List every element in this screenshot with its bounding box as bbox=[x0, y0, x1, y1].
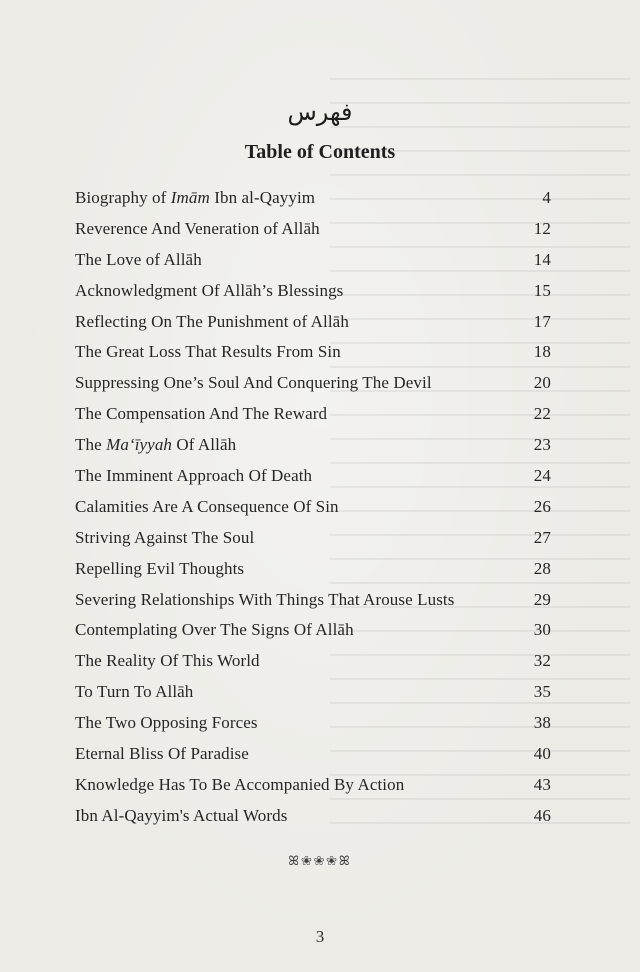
toc-entry-title bbox=[75, 557, 244, 581]
toc-entry bbox=[75, 773, 551, 804]
toc-entry-page-number: 46 bbox=[533, 805, 551, 825]
toc-entry-title-text: The Compensation And The Reward bbox=[75, 404, 328, 424]
toc-entry-page-number: 27 bbox=[533, 527, 551, 547]
toc-entry-title bbox=[75, 279, 343, 303]
toc-entry bbox=[75, 680, 551, 711]
toc-entry-title bbox=[75, 186, 315, 210]
calligraphy-ornament-icon bbox=[270, 90, 370, 134]
toc-entry-title bbox=[75, 588, 454, 612]
toc-entry-title-text: Knowledge Has To Be Accompanied By Action bbox=[75, 774, 405, 794]
arabic-calligraphy-heading bbox=[270, 90, 370, 134]
toc-entry-title-text: Reflecting On The Punishment of Allāh bbox=[75, 311, 349, 331]
toc-entry-title-text: Repelling Evil Thoughts bbox=[75, 558, 245, 578]
svg-text:فهرس: فهرس bbox=[287, 98, 353, 126]
toc-entry-title bbox=[75, 371, 432, 395]
toc-entry-title-text: Striving Against The Soul bbox=[75, 527, 255, 547]
toc-entry-page-number: 32 bbox=[533, 651, 551, 671]
toc-entry-title-text: The Love of Allāh bbox=[75, 249, 202, 269]
toc-entry-title-text: Suppressing One’s Soul And Conquering The Devil bbox=[75, 373, 432, 393]
toc-entry-title-text: The Imminent Approach Of Death bbox=[75, 466, 313, 486]
table-of-contents-list bbox=[75, 186, 551, 835]
toc-entry-page-number: 29 bbox=[533, 589, 551, 609]
toc-entry-title bbox=[75, 310, 349, 334]
toc-entry-page-number: 43 bbox=[533, 774, 551, 794]
toc-entry bbox=[75, 742, 551, 773]
toc-entry-title bbox=[75, 217, 320, 241]
toc-entry-page-number: 20 bbox=[533, 373, 551, 393]
toc-entry-page-number: 35 bbox=[533, 682, 551, 702]
toc-entry bbox=[75, 310, 551, 341]
toc-entry-title-text: Ibn Al-Qayyim's Actual Words bbox=[75, 805, 288, 825]
toc-entry-title bbox=[75, 618, 354, 642]
toc-entry-title bbox=[75, 340, 341, 364]
toc-entry bbox=[75, 557, 551, 588]
toc-entry-title-text: Ibn al-Qayyim bbox=[209, 188, 316, 207]
toc-entry-title bbox=[75, 433, 236, 457]
toc-entry-title bbox=[75, 402, 327, 426]
toc-entry bbox=[75, 433, 551, 464]
toc-entry-title-text: Biography of bbox=[75, 188, 171, 207]
toc-entry-title-text: The Great Loss That Results From Sin bbox=[75, 342, 341, 362]
toc-entry bbox=[75, 464, 551, 495]
toc-entry bbox=[75, 186, 551, 217]
toc-entry-page-number: 38 bbox=[533, 713, 551, 733]
toc-entry bbox=[75, 588, 551, 619]
toc-entry-title-text: To Turn To Allāh bbox=[75, 682, 194, 702]
toc-entry-title-text: Eternal Bliss Of Paradise bbox=[75, 744, 249, 764]
toc-entry-title bbox=[75, 464, 312, 488]
toc-entry bbox=[75, 495, 551, 526]
toc-entry-page-number: 40 bbox=[533, 744, 551, 764]
toc-entry-title bbox=[75, 680, 193, 704]
toc-entry-title-italic: Ma‘īyyah bbox=[106, 435, 173, 455]
toc-entry-page-number: 22 bbox=[533, 404, 551, 424]
toc-entry-title-text: Of Allāh bbox=[172, 435, 237, 455]
toc-entry-title bbox=[75, 248, 202, 272]
toc-entry-page-number: 4 bbox=[542, 188, 551, 207]
toc-entry-page-number: 28 bbox=[533, 558, 551, 578]
toc-entry-title-text: The Two Opposing Forces bbox=[75, 713, 258, 733]
decorative-divider: ꕤ❀❀❀ꕤ bbox=[288, 853, 352, 868]
toc-entry-page-number: 23 bbox=[533, 435, 551, 455]
toc-entry-page-number: 14 bbox=[533, 249, 551, 269]
toc-entry bbox=[75, 371, 551, 402]
toc-entry-title-text: The bbox=[75, 435, 107, 455]
toc-entry-title bbox=[75, 649, 260, 673]
toc-entry bbox=[75, 217, 551, 248]
toc-entry-title-text: Calamities Are A Consequence Of Sin bbox=[75, 496, 339, 516]
toc-entry-title-text: Reverence And Veneration of Allāh bbox=[75, 218, 320, 238]
toc-entry bbox=[75, 649, 551, 680]
page-number: 3 bbox=[315, 927, 325, 946]
toc-entry-title bbox=[75, 526, 254, 550]
toc-entry-title bbox=[75, 742, 249, 766]
toc-entry-page-number: 18 bbox=[533, 342, 551, 362]
toc-entry-title bbox=[75, 773, 404, 797]
toc-entry bbox=[75, 804, 551, 835]
toc-entry-page-number: 17 bbox=[533, 311, 551, 331]
toc-entry-title bbox=[75, 495, 339, 519]
toc-entry-page-number: 12 bbox=[533, 218, 551, 238]
toc-entry bbox=[75, 279, 551, 310]
toc-entry-title-text: Contemplating Over The Signs Of Allāh bbox=[75, 620, 354, 640]
toc-entry bbox=[75, 711, 551, 742]
toc-entry-page-number: 15 bbox=[533, 280, 551, 300]
toc-entry-page-number: 26 bbox=[533, 496, 551, 516]
toc-entry-title-text: The Reality Of This World bbox=[75, 651, 260, 671]
toc-entry bbox=[75, 248, 551, 279]
toc-entry bbox=[75, 526, 551, 557]
toc-entry bbox=[75, 618, 551, 649]
toc-entry-page-number: 24 bbox=[533, 466, 551, 486]
toc-entry-page-number: 30 bbox=[533, 620, 551, 640]
toc-entry-title-text: Severing Relationships With Things That Arouse Lusts bbox=[75, 589, 455, 609]
page-title: Table of Contents bbox=[244, 141, 396, 163]
toc-entry-title bbox=[75, 804, 287, 828]
toc-entry-title bbox=[75, 711, 258, 735]
toc-entry-title-italic: Imām bbox=[170, 188, 210, 207]
toc-entry bbox=[75, 340, 551, 371]
toc-entry-title-text: Acknowledgment Of Allāh’s Blessings bbox=[75, 280, 344, 300]
toc-entry bbox=[75, 402, 551, 433]
